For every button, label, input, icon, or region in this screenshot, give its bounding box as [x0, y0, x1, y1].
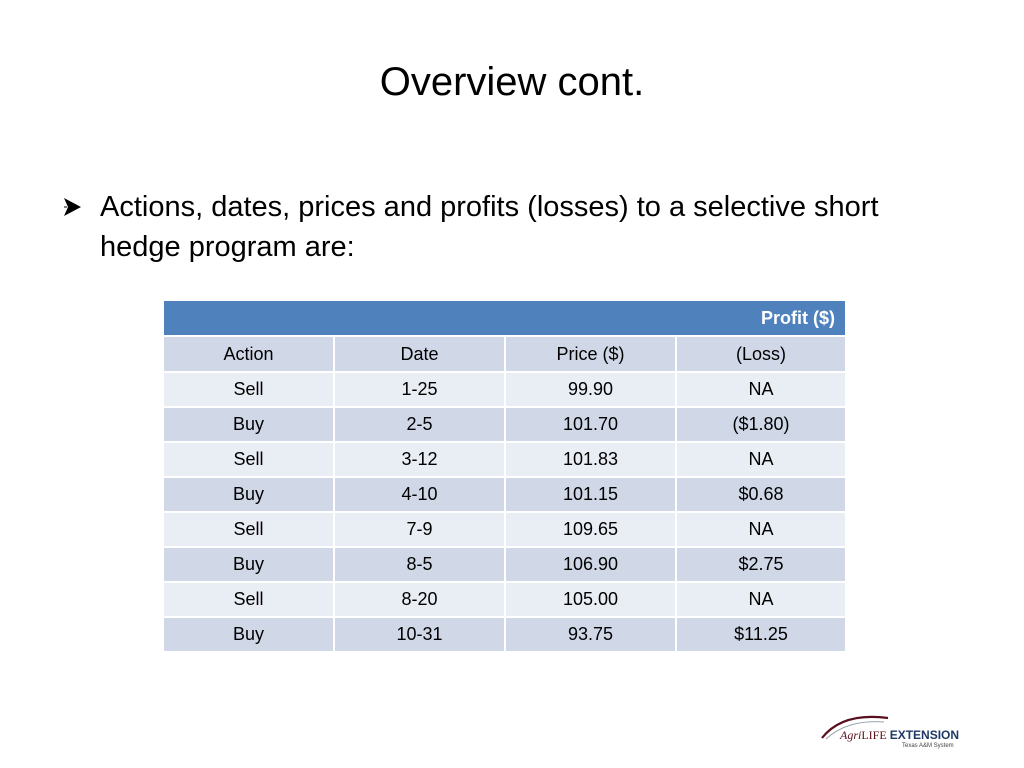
profit-header: Profit ($)	[163, 300, 846, 336]
table-cell: 101.15	[505, 477, 676, 512]
table-cell: Sell	[163, 512, 334, 547]
column-header: Price ($)	[505, 336, 676, 372]
table-cell: 93.75	[505, 617, 676, 652]
logo-subtitle: Texas A&M System	[902, 743, 954, 749]
table-row	[163, 407, 846, 442]
table-cell: 101.83	[505, 442, 676, 477]
table-cell: ($1.80)	[676, 407, 846, 442]
table-cell: 8-20	[334, 582, 505, 617]
table-cell: 8-5	[334, 547, 505, 582]
table-cell: NA	[676, 582, 846, 617]
logo-wordmark	[840, 728, 959, 743]
table-cell: 105.00	[505, 582, 676, 617]
table-cell: Buy	[163, 477, 334, 512]
table-cell: 3-12	[334, 442, 505, 477]
table-cell: Buy	[163, 617, 334, 652]
table-cell: Sell	[163, 442, 334, 477]
table-cell: 99.90	[505, 372, 676, 407]
profit-table	[162, 299, 847, 653]
table-row	[163, 512, 846, 547]
table-row	[163, 617, 846, 652]
table-cell: 1-25	[334, 372, 505, 407]
table-column-headers	[163, 336, 846, 372]
table-banner-row	[163, 300, 846, 336]
table-cell: $11.25	[676, 617, 846, 652]
table-cell: 7-9	[334, 512, 505, 547]
table-cell: 109.65	[505, 512, 676, 547]
column-header: Action	[163, 336, 334, 372]
slide-title: Overview cont.	[379, 60, 645, 104]
table-body	[163, 372, 846, 652]
column-header: Date	[334, 336, 505, 372]
arrow-bullet-icon	[62, 187, 100, 230]
table-cell: 2-5	[334, 407, 505, 442]
agrilife-extension-logo	[818, 712, 958, 754]
table-cell: NA	[676, 442, 846, 477]
table-cell: $2.75	[676, 547, 846, 582]
table-row	[163, 477, 846, 512]
bullet-text: Actions, dates, prices and profits (losses) to a selective short hedge program are:	[100, 191, 879, 263]
table-cell: Buy	[163, 407, 334, 442]
column-header: (Loss)	[676, 336, 846, 372]
table-cell: Buy	[163, 547, 334, 582]
table-cell: Sell	[163, 372, 334, 407]
table-cell: Sell	[163, 582, 334, 617]
table-cell: 10-31	[334, 617, 505, 652]
logo-extension: EXTENSION	[889, 728, 960, 742]
table-cell: 4-10	[334, 477, 505, 512]
table-row	[163, 582, 846, 617]
table-row	[163, 372, 846, 407]
table-cell: 106.90	[505, 547, 676, 582]
table-cell: 101.70	[505, 407, 676, 442]
table-cell: NA	[676, 512, 846, 547]
table-row	[163, 442, 846, 477]
logo-agri: Agri	[840, 728, 862, 742]
table-cell: NA	[676, 372, 846, 407]
table-cell: $0.68	[676, 477, 846, 512]
bullet-item	[62, 187, 962, 267]
table-row	[163, 547, 846, 582]
logo-life: LIFE	[861, 728, 887, 742]
